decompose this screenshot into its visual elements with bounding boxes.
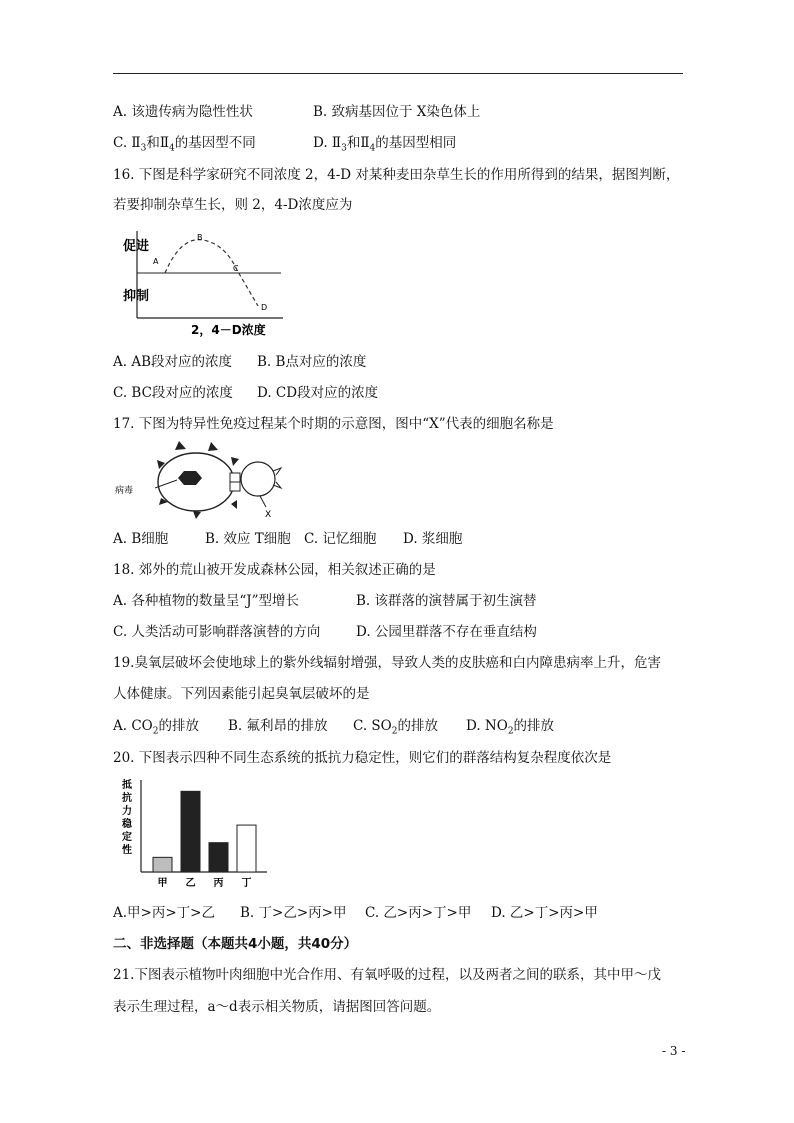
q21-stem-line2: 表示生理过程，a～d表示相关物质，请据图回答问题。 xyxy=(113,999,441,1015)
q21-stem-line1: 21.下图表示植物叶肉细胞中光合作用、有氧呼吸的过程，以及两者之间的联系，其中甲～戊 xyxy=(113,967,661,983)
q16-point-c: C xyxy=(233,264,239,273)
q20-bar-3 xyxy=(209,843,228,872)
q20-ylabel-char: 稳 xyxy=(122,819,132,830)
q16-xlabel: 2，4－D浓度 xyxy=(191,323,266,337)
q16-stem-line2: 若要抑制杂草生长，则 2，4-D浓度应为 xyxy=(113,197,353,213)
q16-option-c: C. BC段对应的浓度 xyxy=(113,385,233,401)
header-rule xyxy=(113,73,683,74)
q17-x-label: X xyxy=(265,510,272,520)
q15-option-b: B. 致病基因位于 X染色体上 xyxy=(313,104,481,120)
q17-figure xyxy=(113,438,303,520)
q20-ylabel-char: 性 xyxy=(122,845,132,856)
q18-option-b: B. 该群落的演替属于初生演替 xyxy=(356,593,537,609)
q17-option-b: B. 效应 T细胞 xyxy=(205,531,291,547)
q16-option-b: B. B点对应的浓度 xyxy=(257,354,367,370)
q20-bar-2 xyxy=(181,791,200,872)
q16-ylabel-bottom: 抑制 xyxy=(123,289,150,304)
q20-tick-label: 丁 xyxy=(241,878,252,889)
q20-tick-label: 甲 xyxy=(157,878,168,889)
q19-option-b: B. 氟利昂的排放 xyxy=(228,718,328,734)
q17-option-a: A. B细胞 xyxy=(113,531,169,547)
q17-virus-label: 病毒 xyxy=(115,486,134,496)
section-title: 二、非选择题（本题共4小题，共40分） xyxy=(113,936,358,952)
q20-ylabel-char: 力 xyxy=(122,806,132,817)
q15-option-d: D. $Ⅱ_3$和$Ⅱ_4$的基因型相同 xyxy=(313,135,457,154)
q20-ylabel xyxy=(121,778,133,856)
q20-ylabel-char: 抵 xyxy=(122,780,132,791)
q18-option-a: A. 各种植物的数量呈“J”型增长 xyxy=(113,593,300,609)
q16-option-a: A. AB段对应的浓度 xyxy=(113,354,233,370)
q20-tick-label: 丙 xyxy=(213,878,224,889)
q17-cell-x xyxy=(241,462,275,496)
q19-stem-line1: 19.臭氧层破坏会使地球上的紫外线辐射增强，导致人类的皮肤癌和白内障患病率上升，危害 xyxy=(113,655,661,671)
q17-x-pointer xyxy=(260,496,266,507)
q17-spike xyxy=(175,441,186,450)
q17-stem: 17. 下图为特异性免疫过程某个时期的示意图，图中“X”代表的细胞名称是 xyxy=(113,416,554,432)
q16-figure xyxy=(113,226,293,338)
q20-bar-4 xyxy=(237,825,256,872)
q17-spike xyxy=(231,457,239,466)
q16-ylabel-top: 促进 xyxy=(123,239,150,254)
q20-option-c: C. 乙>丙>丁>甲 xyxy=(365,905,472,921)
q16-point-a: A xyxy=(153,257,159,266)
q20-ylabel-char: 抗 xyxy=(122,793,132,804)
q20-tick-label: 乙 xyxy=(185,878,196,889)
q20-option-d: D. 乙>丁>丙>甲 xyxy=(491,905,598,921)
q18-option-c: C. 人类活动可影响群落演替的方向 xyxy=(113,624,321,640)
q17-option-c: C. 记忆细胞 xyxy=(304,531,377,547)
q19-option-c: C. $SO_2$的排放 xyxy=(353,718,438,737)
q17-spike xyxy=(193,511,201,519)
q16-stem-line1: 16. 下图是科学家研究不同浓度 2，4-D 对某种麦田杂草生长的作用所得到的结果，据图判断， xyxy=(113,167,680,183)
q17-spike xyxy=(208,442,218,451)
q20-bar-1 xyxy=(153,857,172,872)
q15-option-a: A. 该遗传病为隐性性状 xyxy=(113,104,253,120)
q18-option-d: D. 公园里群落不存在垂直结构 xyxy=(356,624,537,640)
q20-option-a: A.甲>丙>丁>乙 xyxy=(113,905,215,921)
q17-spike xyxy=(231,500,237,509)
q17-receptor xyxy=(230,482,240,491)
q20-chart xyxy=(113,776,273,894)
q17-receptor xyxy=(230,473,240,482)
q19-stem-line2: 人体健康。下列因素能引起臭氧层破坏的是 xyxy=(113,686,370,702)
q15-option-c: C. $Ⅱ_3$和$Ⅱ_4$的基因型不同 xyxy=(113,135,256,154)
page-number: - 3 - xyxy=(662,1044,686,1058)
q20-ylabel-char: 定 xyxy=(122,832,132,843)
q16-point-b: B xyxy=(197,233,203,242)
q19-option-a: A. $CO_2$的排放 xyxy=(113,718,199,737)
q16-option-d: D. CD段对应的浓度 xyxy=(257,385,379,401)
q18-stem: 18. 郊外的荒山被开发成森林公园，相关叙述正确的是 xyxy=(113,562,436,578)
q20-option-b: B. 丁>乙>丙>甲 xyxy=(240,905,347,921)
q16-point-d: D xyxy=(261,303,268,312)
q17-option-d: D. 浆细胞 xyxy=(403,531,463,547)
q20-stem: 20. 下图表示四种不同生态系统的抵抗力稳定性，则它们的群落结构复杂程度依次是 xyxy=(113,750,612,766)
q19-option-d: D. $NO_2$的排放 xyxy=(466,718,555,737)
